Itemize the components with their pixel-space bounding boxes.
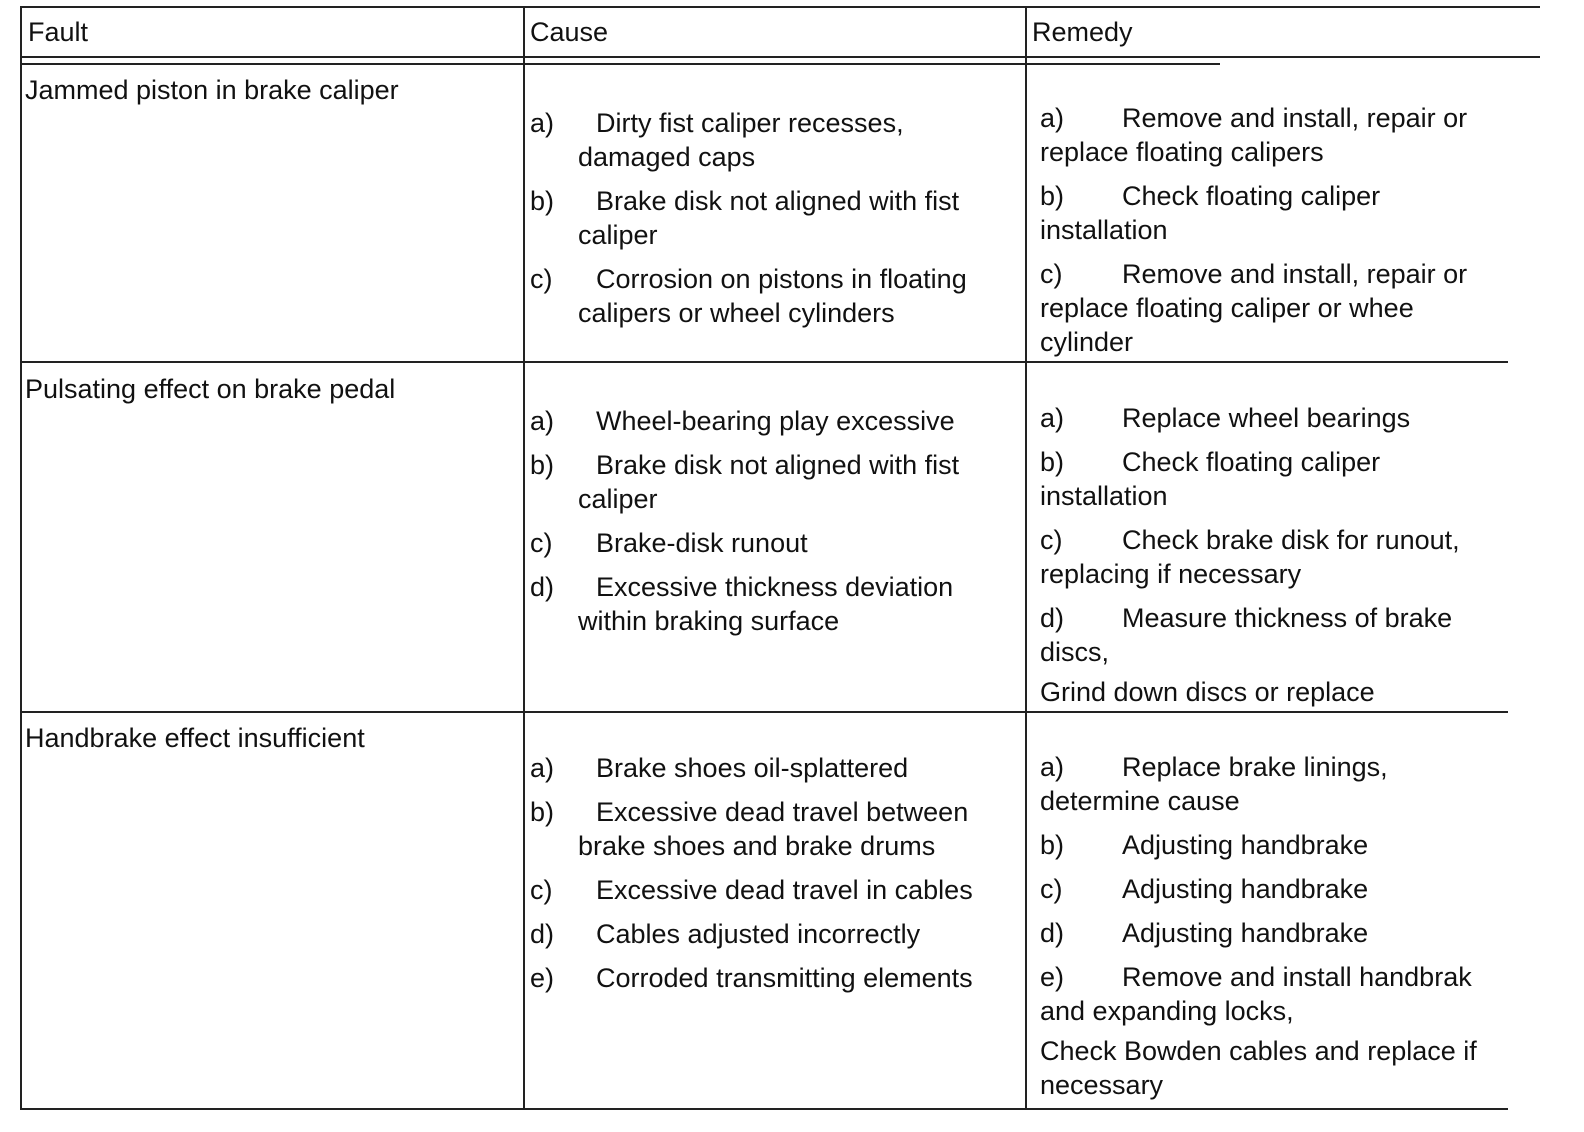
remedy-divider — [1025, 6, 1027, 1109]
cause-item: a) Brake shoes oil-splattered — [530, 753, 909, 783]
remedy-item: a) Replace brake linings, determine cause — [1040, 752, 1388, 816]
cause-item: a) Dirty fist caliper recesses, damaged caps — [530, 108, 904, 172]
cause-item: e) Corroded transmitting elements — [530, 963, 973, 993]
remedy-item: a) Replace wheel bearings — [1040, 403, 1411, 433]
table-top-border — [20, 6, 1540, 8]
cause-divider — [523, 6, 525, 1109]
cause-item: c) Brake-disk runout — [530, 528, 808, 558]
remedy-item: a) Remove and install, repair or replace floating calipers — [1040, 103, 1468, 167]
remedy-item: b) Check floating caliper installation — [1040, 181, 1381, 245]
remedy-item: b) Check floating caliper installation — [1040, 447, 1381, 511]
remedy-continuation: Grind down discs or replace — [1040, 677, 1375, 707]
remedy-item: d) Adjusting handbrake — [1040, 918, 1369, 948]
header-remedy: Remedy — [1032, 17, 1133, 47]
row-1-remedies — [1032, 101, 1512, 369]
row-1-causes — [530, 106, 1000, 340]
row-1-fault: Jammed piston in brake caliper — [25, 75, 399, 105]
remedy-item: e) Remove and install handbrak and expanding locks, — [1040, 962, 1472, 1026]
header-cause: Cause — [530, 17, 609, 47]
row-2-causes — [530, 404, 1000, 648]
remedy-continuation: Check Bowden cables and replace if necessary — [1040, 1036, 1477, 1100]
remedy-item: c) Adjusting handbrake — [1040, 874, 1369, 904]
row-2-bottom-border — [20, 711, 1508, 713]
row-2-remedies — [1032, 401, 1512, 709]
cause-item: b) Brake disk not aligned with fist caliper — [530, 186, 960, 250]
row-2-fault: Pulsating effect on brake pedal — [25, 374, 396, 404]
cause-item: c) Corrosion on pistons in floating calipers or wheel cylinders — [530, 264, 967, 328]
table-bottom-border — [20, 1108, 1508, 1110]
header-fault: Fault — [28, 17, 89, 47]
remedy-item: c) Remove and install, repair or replace floating caliper or whee cylinder — [1040, 259, 1468, 357]
row-3-remedies — [1032, 750, 1512, 1102]
fault-table — [20, 6, 1540, 1116]
cause-item: d) Cables adjusted incorrectly — [530, 919, 921, 949]
left-border — [20, 6, 22, 1109]
remedy-item: d) Measure thickness of brake discs, — [1040, 603, 1453, 667]
row-1-top-border — [20, 63, 1220, 65]
remedy-item: b) Adjusting handbrake — [1040, 830, 1369, 860]
cause-item: b) Excessive dead travel between brake shoes and brake drums — [530, 797, 969, 861]
cause-item: d) Excessive thickness deviation within braking surface — [530, 572, 954, 636]
header-bottom-border — [20, 56, 1540, 58]
cause-item: c) Excessive dead travel in cables — [530, 875, 973, 905]
row-3-causes — [530, 751, 1010, 1005]
cause-item: a) Wheel-bearing play excessive — [530, 406, 955, 436]
row-3-fault: Handbrake effect insufficient — [25, 723, 365, 753]
remedy-item: c) Check brake disk for runout, replacing if necessary — [1040, 525, 1460, 589]
cause-item: b) Brake disk not aligned with fist caliper — [530, 450, 960, 514]
